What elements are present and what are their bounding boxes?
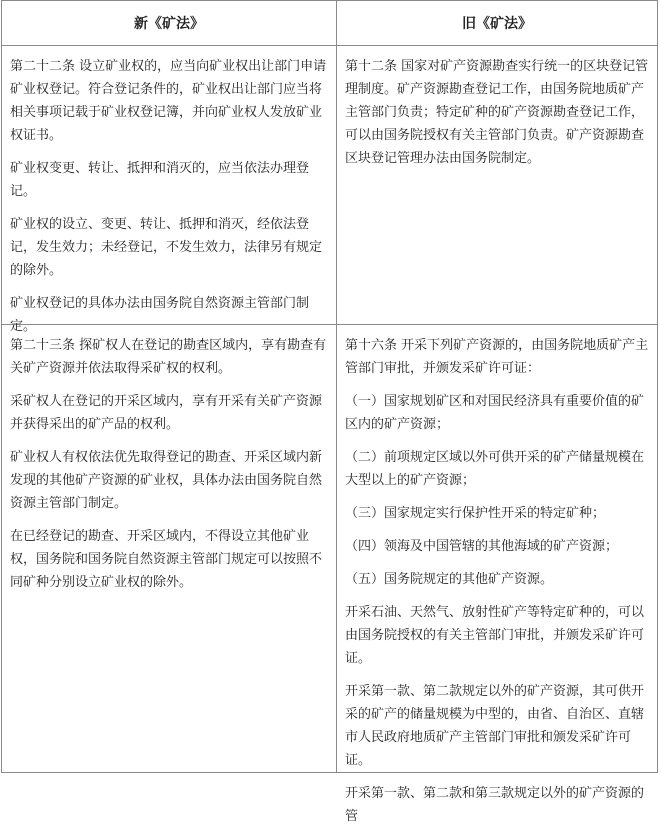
table-row [2,325,657,824]
old-law-article-16 [337,325,657,824]
list-item: （二）前项规定区域以外可供开采的矿产储量规模在大型以上的矿产资源； [345,450,645,488]
header-old-law: 旧《矿法》 [462,16,532,32]
list-item: （四）领海及中国管辖的其他海域的矿产资源； [345,539,619,554]
paragraph: 在已经登记的勘查、开采区域内，不得设立其他矿业权，国务院和国务院自然资源主管部门规定可以按照不同矿种分别设立矿业权的除外。 [10,529,323,590]
law-comparison-table [1,0,658,824]
paragraph: 矿业权登记的具体办法由国务院自然资源主管部门制定。 [10,296,310,334]
list-item: （五）国务院规定的其他矿产资源。 [345,572,554,587]
paragraph: 第十二条 国家对矿产资源勘查实行统一的区块登记管理制度。矿产资源勘查登记工作，由国务院地质矿产主管部门负责；特定矿种的矿产资源勘查登记工作，可以由国务院授权有关主管部门负责。矿产资源勘查区块登记管理办法由国务院制定。 [345,59,649,166]
new-law-article-22 [2,46,337,334]
paragraph: 矿业权人有权依法优先取得登记的勘查、开采区域内新发现的其他矿产资源的矿业权，具体办法由国务院自然资源主管部门制定。 [10,450,323,511]
paragraph: 采矿权人在登记的开采区域内，享有开采有关矿产资源并获得采出的矿产品的权利。 [10,394,323,432]
table-row [2,46,657,334]
header-new-law: 新《矿法》 [2,1,337,45]
paragraph: 第二十二条 设立矿业权的，应当向矿业权出让部门申请矿业权登记。符合登记条件的，矿业权出让部门应当将相关事项记载于矿业权登记簿，并向矿业权人发放矿业权证书。 [10,59,327,143]
old-law-article-12 [337,46,657,324]
paragraph: 第十六条 开采下列矿产资源的，由国务院地质矿产主管部门审批，并颁发采矿许可证： [345,338,649,376]
list-item: （三）国家规定实行保护性开采的特定矿种； [345,506,606,521]
paragraph: 矿业权的设立、变更、转让、抵押和消灭，经依法登记，发生效力；未经登记，不发生效力，法律另有规定的除外。 [10,217,323,278]
paragraph: 矿业权变更、转让、抵押和消灭的，应当依法办理登记。 [10,161,310,199]
paragraph: 开采第一款、第二款规定以外的矿产资源，其可供开采的矿产的储量规模为中型的，由省、自治区、直辖市人民政府地质矿产主管部门审批和颁发采矿许可证。 [345,684,645,768]
table-header-row [2,1,657,46]
paragraph: 开采第一款、第二款和第三款规定以外的矿产资源的管 [345,786,645,824]
new-law-article-23 [2,325,337,772]
paragraph: 第二十三条 探矿权人在登记的勘查区域内，享有勘查有关矿产资源并依法取得采矿权的权利。 [10,338,327,376]
list-item: （一）国家规划矿区和对国民经济具有重要价值的矿区内的矿产资源； [345,394,645,432]
paragraph: 开采石油、天然气、放射性矿产等特定矿种的，可以由国务院授权的有关主管部门审批，并颁发采矿许可证。 [345,605,645,666]
